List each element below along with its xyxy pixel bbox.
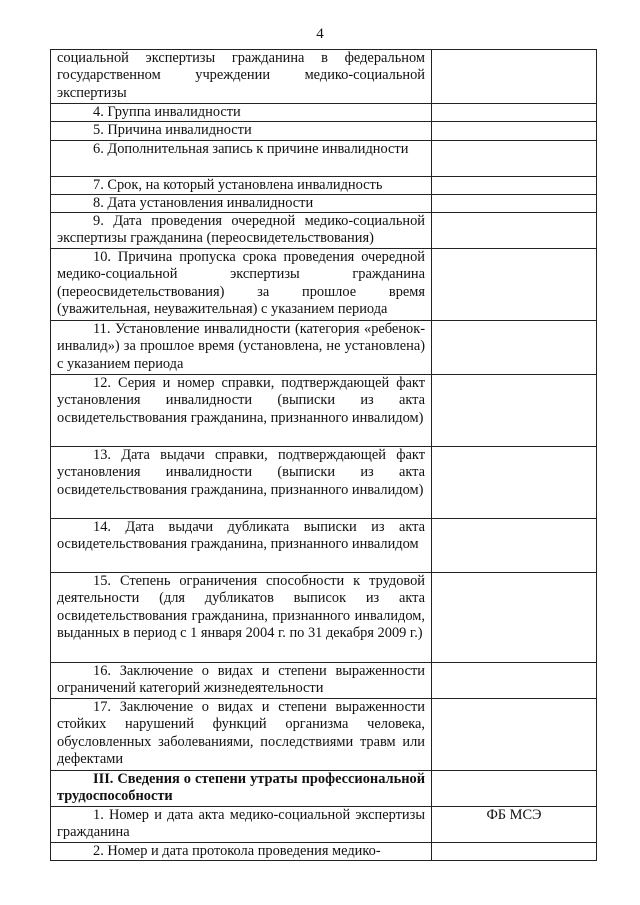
- row-source: [432, 213, 597, 249]
- table-row: [51, 375, 597, 447]
- row-source: [432, 843, 597, 861]
- row-text: 4. Группа инвалидности: [51, 104, 432, 122]
- row-source: ФБ МСЭ: [432, 807, 597, 843]
- row-source: [432, 104, 597, 122]
- row-text: 6. Дополнительная запись к причине инвалидности: [51, 140, 432, 176]
- section-title: III. Сведения о степени утраты профессиональной трудоспособности: [51, 771, 432, 807]
- row-source: [432, 122, 597, 140]
- table-row: [51, 807, 597, 843]
- row-text: 8. Дата установления инвалидности: [51, 194, 432, 212]
- row-text: 7. Срок, на который установлена инвалидность: [51, 176, 432, 194]
- row-source: [432, 519, 597, 573]
- row-text: 12. Серия и номер справки, подтверждающей факт установления инвалидности (выписки из акта освидетельствования гражданина, признанного инвалидом): [51, 375, 432, 447]
- table-row: [51, 140, 597, 176]
- data-table: [50, 49, 597, 861]
- section-header-row: [51, 771, 597, 807]
- table-row: [51, 699, 597, 771]
- row-source: [432, 50, 597, 104]
- row-source: [432, 771, 597, 807]
- page-number: 4: [316, 26, 324, 42]
- row-text: социальной экспертизы гражданина в федеральном государственном учреждении медико-социальной экспертизы: [51, 50, 432, 104]
- row-text: 1. Номер и дата акта медико-социальной экспертизы гражданина: [51, 807, 432, 843]
- table-row: [51, 122, 597, 140]
- table-row: [51, 843, 597, 861]
- row-source: [432, 699, 597, 771]
- table-row: [51, 321, 597, 375]
- table-row: [51, 447, 597, 519]
- table-row: [51, 663, 597, 699]
- row-source: [432, 573, 597, 663]
- row-text: 15. Степень ограничения способности к трудовой деятельности (для дубликатов выписок из акта освидетельствования гражданина, признанного инвалидом, выданных в период с 1 января 2004 г. по 31 декабря 2009 г.): [51, 573, 432, 663]
- table-row: [51, 194, 597, 212]
- row-text: 5. Причина инвалидности: [51, 122, 432, 140]
- row-text: 13. Дата выдачи справки, подтверждающей факт установления инвалидности (выписки из акта освидетельствования гражданина, признанного инвалидом): [51, 447, 432, 519]
- row-text: 17. Заключение о видах и степени выраженности стойких нарушений функций организма человека, обусловленных заболеваниями, последствиями травм или дефектами: [51, 699, 432, 771]
- table-row: [51, 249, 597, 321]
- table-row: [51, 573, 597, 663]
- row-source: [432, 447, 597, 519]
- row-source: [432, 249, 597, 321]
- table-row: [51, 213, 597, 249]
- row-source: [432, 140, 597, 176]
- row-text: 11. Установление инвалидности (категория «ребенок-инвалид») за прошлое время (установлена, не установлена) с указанием периода: [51, 321, 432, 375]
- row-source: [432, 176, 597, 194]
- row-text: 10. Причина пропуска срока проведения очередной медико-социальной экспертизы гражданина (переосвидетельствования) за прошлое время (уважительная, неуважительная) с указанием периода: [51, 249, 432, 321]
- row-text: 9. Дата проведения очередной медико-социальной экспертизы гражданина (переосвидетельствования): [51, 213, 432, 249]
- row-text: 14. Дата выдачи дубликата выписки из акта освидетельствования гражданина, признанного инвалидом: [51, 519, 432, 573]
- row-source: [432, 321, 597, 375]
- row-text: 2. Номер и дата протокола проведения медико-: [51, 843, 432, 861]
- row-source: [432, 194, 597, 212]
- row-source: [432, 663, 597, 699]
- row-text: 16. Заключение о видах и степени выраженности ограничений категорий жизнедеятельности: [51, 663, 432, 699]
- table-row: [51, 104, 597, 122]
- row-source: [432, 375, 597, 447]
- table-row: [51, 519, 597, 573]
- table-row: [51, 50, 597, 104]
- table-row: [51, 176, 597, 194]
